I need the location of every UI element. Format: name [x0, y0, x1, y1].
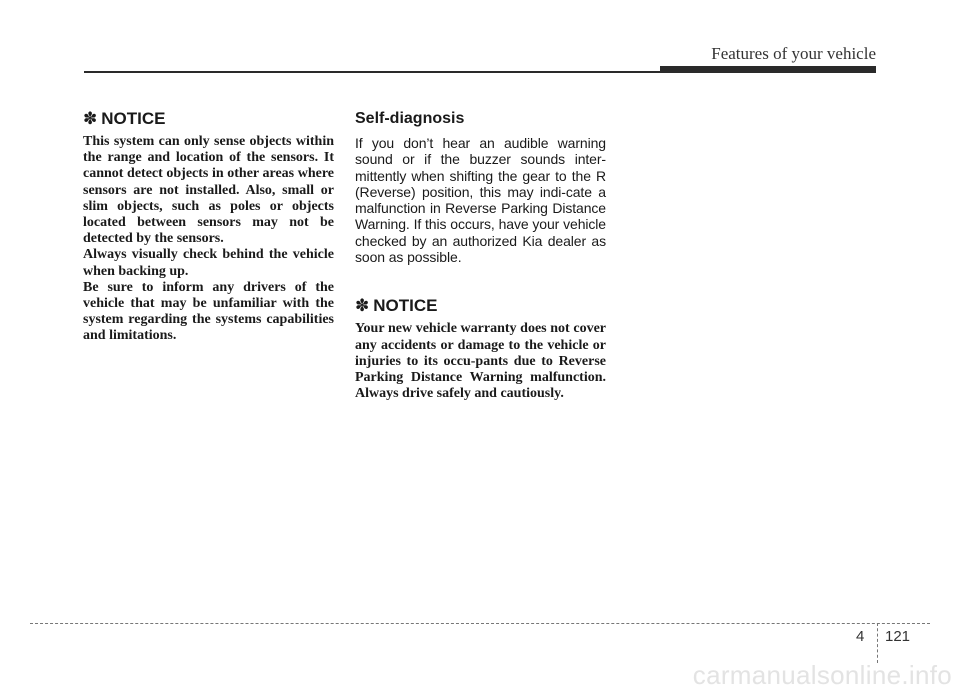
notice-block — [355, 295, 606, 402]
page-number: 121 — [885, 628, 911, 645]
notice-body — [83, 134, 334, 345]
notice-heading — [83, 108, 334, 130]
notice-heading-label: NOTICE — [373, 296, 438, 316]
notice-body — [355, 321, 606, 402]
left-column — [83, 108, 334, 345]
notice-heading — [355, 295, 606, 317]
watermark: carmanualsonline.info — [692, 660, 952, 690]
footer-page-divider — [877, 623, 878, 663]
right-column — [355, 108, 606, 402]
notice-paragraph: Be sure to inform any drivers of the vehicle that may be unfamiliar with the system regarding the systems capabilities and limitations. — [83, 279, 334, 344]
section-body: If you don’t hear an audible warning sound or if the buzzer sounds inter-mittently when shifting the gear to the R (Reverse) position, this may indi-cate a malfunction in Reverse Parking Distance Warning. If this occurs, have your vehicle checked by an authorized Kia dealer as soon as possible. — [355, 135, 606, 266]
notice-paragraph: Always visually check behind the vehicle when backing up. — [83, 247, 334, 279]
chapter-number: 4 — [856, 628, 865, 645]
notice-heading-label: NOTICE — [101, 109, 166, 128]
asterisk-icon: ✽ — [83, 109, 98, 128]
section-heading: Self-diagnosis — [355, 110, 465, 127]
page-header-title: Features of your vehicle — [711, 44, 876, 63]
footer-divider — [30, 623, 930, 624]
header-rule-accent — [660, 66, 876, 73]
notice-paragraph: Your new vehicle warranty does not cover any accidents or damage to the vehicle or injuries to its occu-pants due to Reverse Parking Distance Warning malfunction. Always drive safely and cautiously. — [355, 321, 606, 402]
asterisk-icon: ✽ — [355, 296, 370, 316]
notice-paragraph: This system can only sense objects within the range and location of the sensors. It cannot detect objects in other areas where sensors are not installed. Also, small or slim objects, such as poles or objects located between sensors may not be detected by the sensors. — [83, 134, 334, 247]
header-rule — [84, 71, 660, 73]
